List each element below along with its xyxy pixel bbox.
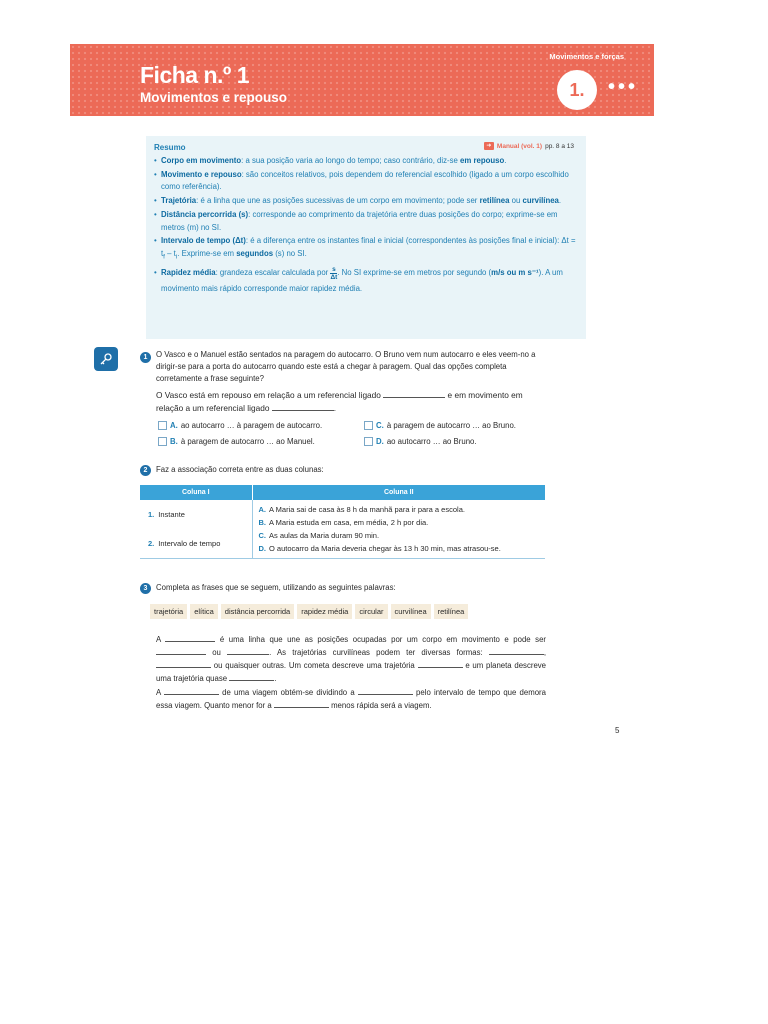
text-part: . As trajetórias curvilíneas podem ter diversas formas: (269, 648, 483, 657)
page-subtitle: Movimentos e repouso (140, 90, 288, 105)
text-part: pelo intervalo de tempo que demora essa viagem. Quanto menor for a (156, 688, 546, 710)
checkbox[interactable] (158, 421, 167, 430)
summary-term: Intervalo de tempo (Δt) (161, 236, 246, 246)
summary-text: . (504, 156, 507, 165)
answer-blank[interactable] (272, 403, 334, 411)
summary-text: . No SI exprime-se em metros por segundo ( (337, 268, 492, 278)
summary-text: – t (164, 248, 176, 258)
item-text: As aulas da Maria duram 90 min. (269, 531, 380, 540)
option-letter: A. (170, 421, 178, 430)
option-letter: C. (376, 421, 384, 430)
summary-item (154, 169, 578, 194)
summary-term: Trajetória (161, 196, 197, 206)
text-part: menos rápida será a viagem. (331, 701, 432, 710)
word-chip: curvilínea (391, 604, 431, 619)
text-part: é uma linha que une as posições ocupadas por um corpo em movimento e pode ser (219, 635, 547, 644)
manual-reference[interactable] (484, 142, 574, 150)
fraction-numerator: s (332, 265, 336, 273)
summary-term: retilínea (479, 196, 510, 206)
summary-text: : é a linha que une as posições sucessivas de um corpo em movimento; pode ser (196, 196, 480, 206)
item-text: A Maria sai de casa às 8 h da manhã para ir para a escola. (269, 505, 465, 514)
text-part: . (274, 674, 277, 683)
table-cell (140, 500, 252, 529)
text-part: de uma viagem obtém-se dividindo a (222, 688, 355, 697)
option-a[interactable] (158, 421, 322, 430)
page-title: Ficha n.º 1 (140, 62, 249, 88)
word-chip: trajetória (150, 604, 187, 619)
summary-term: Corpo em movimento (161, 156, 242, 165)
subscript: f (163, 253, 165, 261)
fill-paragraph-2 (156, 686, 546, 712)
subscript: i (175, 253, 178, 261)
arrow-right-icon: ➜ (484, 142, 494, 150)
item-letter: A. (258, 505, 266, 514)
item-text: Instante (158, 510, 185, 519)
summary-term: Distância percorrida (s) (161, 210, 249, 220)
word-chip: distância percorrida (221, 604, 294, 619)
text-part: A (156, 635, 161, 644)
summary-term: em repouso (460, 156, 505, 165)
summary-text: : corresponde ao comprimento da trajetória entre duas posições do corpo; exprime-se em metros (m) no SI. (161, 210, 558, 232)
answer-blank[interactable] (227, 647, 269, 655)
table-cell (140, 529, 252, 559)
table-row (252, 542, 545, 559)
question-2-text: Faz a associação correta entre as duas colunas: (156, 465, 324, 474)
word-chip: elítica (190, 604, 218, 619)
item-text: Intervalo de tempo (158, 539, 221, 548)
worksheet-page (70, 44, 654, 754)
answer-blank[interactable] (156, 660, 211, 668)
checkbox[interactable] (364, 437, 373, 446)
checkbox[interactable] (158, 437, 167, 446)
item-number: 2. (148, 539, 155, 548)
option-text: à paragem de autocarro … ao Manuel. (180, 437, 315, 446)
summary-term: Movimento e repouso (161, 169, 242, 179)
answer-blank[interactable] (358, 687, 413, 695)
summary-box (146, 136, 586, 339)
page-header (70, 44, 654, 116)
sentence-part: O Vasco está em repouso em relação a um referencial ligado (156, 390, 381, 400)
association-table (140, 485, 545, 559)
column-header: Coluna I (140, 485, 252, 500)
option-d[interactable] (364, 437, 477, 446)
checkbox[interactable] (364, 421, 373, 430)
item-text: A Maria estuda em casa, em média, 2 h por dia. (269, 518, 429, 527)
question-number: 3 (140, 583, 151, 594)
section-label: Movimentos e forças (549, 52, 624, 61)
answer-blank[interactable] (165, 634, 215, 642)
summary-text: ). A um movimento mais rápido corresponde maior rapidez média. (161, 268, 563, 293)
question-3-text: Completa as frases que se seguem, utilizando as seguintes palavras: (156, 583, 396, 592)
question-1-sentence: O Vasco está em repouso em relação a um referencial ligado e em movimento em relação a um referencial ligado . (156, 390, 523, 413)
item-number: 1. (148, 510, 155, 519)
summary-text: . (558, 196, 562, 206)
fraction-denominator: Δt (330, 273, 338, 281)
summary-term: m/s ou m s⁻¹ (491, 268, 539, 278)
question-1-text: O Vasco e o Manuel estão sentados na paragem do autocarro. O Bruno vem num autocarro e eles veem-no a dirigir-se para a porta do autocarro quando este está a chegar à paragem. Qual das opções completa corretamente a frase seguinte? (156, 350, 536, 384)
option-c[interactable] (364, 421, 516, 430)
table-row (252, 529, 545, 542)
option-letter: D. (376, 437, 384, 446)
summary-text: : são conceitos relativos, pois dependem do referencial escolhido (ligado a um corpo escolhido como referência). (161, 169, 569, 192)
summary-title: Resumo (154, 143, 186, 152)
item-letter: C. (258, 531, 266, 540)
summary-text: . Exprime-se em (177, 248, 237, 258)
dots-decoration: ••• (608, 76, 639, 98)
item-text: O autocarro da Maria deveria chegar às 13 h 30 min, mas atrasou-se. (269, 544, 501, 553)
summary-item (154, 209, 578, 234)
answer-blank[interactable] (164, 687, 219, 695)
fill-paragraph-1 (156, 633, 546, 685)
option-text: ao autocarro … à paragem de autocarro. (180, 421, 323, 430)
manual-pages: pp. 8 a 13 (545, 142, 574, 150)
summary-text: : grandeza escalar calculada por (215, 268, 331, 278)
summary-item (154, 265, 578, 295)
answer-blank[interactable] (383, 390, 445, 398)
answer-blank[interactable] (418, 660, 463, 668)
item-letter: D. (258, 544, 266, 553)
text-part: e um planeta descreve uma trajetória quase (156, 661, 547, 683)
summary-text: ou (509, 196, 523, 206)
question-number: 1 (140, 352, 151, 363)
item-letter: B. (258, 518, 266, 527)
summary-term: segundos (236, 248, 274, 258)
summary-item (154, 195, 578, 207)
summary-term: curvilínea (522, 196, 559, 206)
answer-blank[interactable] (274, 700, 329, 708)
column-header: Coluna II (252, 485, 545, 500)
key-icon[interactable] (94, 347, 118, 371)
summary-text: : é a diferença entre os instantes final e inicial (correspondentes às posições final e inicial): Δt = t (161, 236, 576, 258)
table-row (252, 516, 545, 529)
answer-blank[interactable] (156, 647, 206, 655)
text-part: A (156, 688, 161, 697)
summary-text: (s) no SI. (273, 248, 307, 258)
option-letter: B. (170, 437, 178, 446)
sentence-part: e em movimento em relação a um referencial ligado (156, 390, 523, 413)
option-b[interactable] (158, 437, 315, 446)
word-chip: rapidez média (297, 604, 352, 619)
summary-term: Rapidez média (161, 268, 216, 278)
option-text: ao autocarro … ao Bruno. (386, 437, 477, 446)
manual-label: Manual (vol. 1) (496, 142, 543, 150)
page-number: 5 (615, 726, 620, 735)
summary-item (154, 235, 578, 263)
text-part: ou (212, 648, 221, 657)
word-chip: circular (355, 604, 387, 619)
text-part: ou quaisquer outras. Um cometa descreve uma trajetória (213, 661, 415, 670)
text-part: , (543, 648, 546, 657)
word-bank (150, 604, 468, 619)
answer-blank[interactable] (489, 647, 544, 655)
answer-blank[interactable] (229, 673, 277, 683)
word-chip: retilínea (434, 604, 469, 619)
question-number: 2 (140, 465, 151, 476)
chapter-badge: 1. (557, 70, 597, 110)
summary-text: : a sua posição varia ao longo do tempo; caso contrário, diz-se (241, 156, 461, 165)
summary-item (154, 155, 578, 167)
option-text: à paragem de autocarro … ao Bruno. (386, 421, 516, 430)
table-row (252, 500, 545, 516)
